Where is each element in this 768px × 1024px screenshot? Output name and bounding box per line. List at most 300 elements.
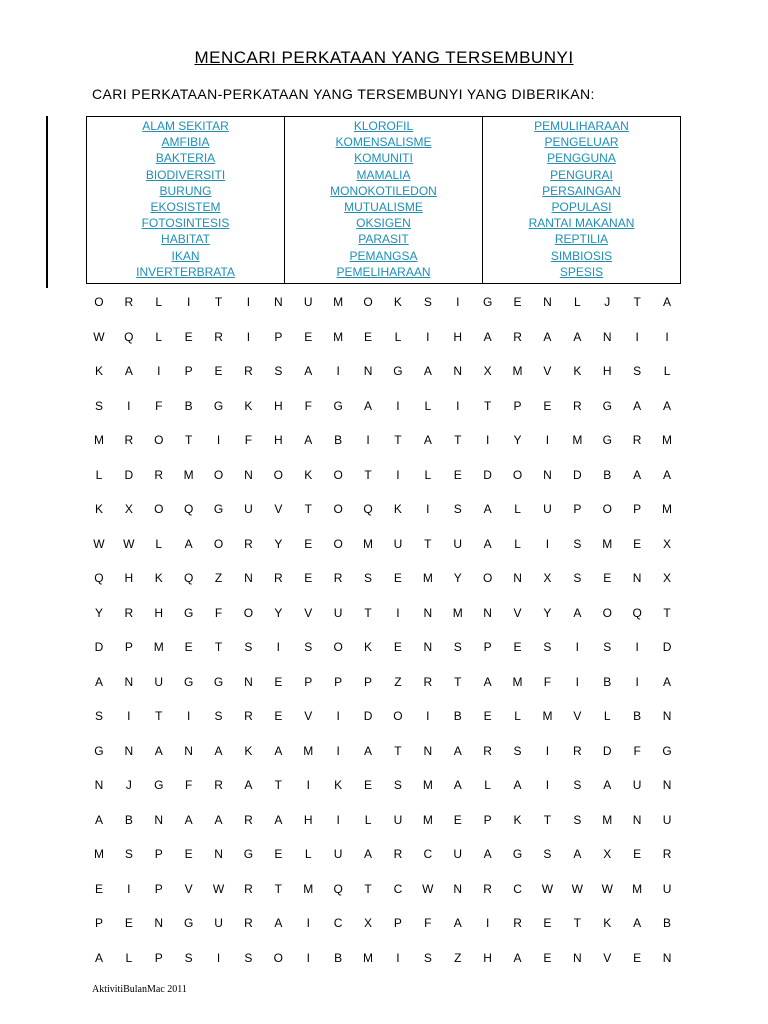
grid-letter: O xyxy=(333,502,343,517)
word-link[interactable]: KOMENSALISME xyxy=(335,135,432,150)
grid-letter: I xyxy=(306,950,310,965)
grid-letter: P xyxy=(513,398,522,413)
grid-letter: P xyxy=(364,674,373,689)
word-link[interactable]: PENGURAI xyxy=(550,167,613,182)
grid-row xyxy=(84,734,682,769)
footer-text: AktivitiBulanMac 2011 xyxy=(92,984,187,995)
grid-letter: G xyxy=(482,295,493,310)
grid-letter: O xyxy=(154,433,164,448)
grid-letter: V xyxy=(184,881,193,896)
grid-letter: N xyxy=(662,950,672,965)
grid-letter: G xyxy=(602,433,612,448)
grid-letter: W xyxy=(571,881,583,896)
grid-letter: N xyxy=(423,605,433,620)
grid-letter: P xyxy=(304,674,313,689)
grid-row xyxy=(84,665,682,700)
grid-letter: A xyxy=(214,743,223,758)
grid-letter: M xyxy=(662,433,673,448)
grid-letter: S xyxy=(603,640,612,655)
grid-letter: F xyxy=(304,398,312,413)
grid-letter: M xyxy=(183,467,194,482)
grid-letter: R xyxy=(214,778,223,793)
grid-letter: K xyxy=(304,467,313,482)
grid-letter: P xyxy=(393,916,402,931)
grid-letter: U xyxy=(662,812,672,827)
grid-letter: M xyxy=(452,605,463,620)
grid-row xyxy=(84,837,682,872)
grid-letter: R xyxy=(274,571,283,586)
word-link[interactable]: OKSIGEN xyxy=(356,216,411,231)
grid-letter: I xyxy=(246,295,251,310)
grid-letter: N xyxy=(602,329,612,344)
grid-letter: U xyxy=(543,502,552,517)
grid-letter: N xyxy=(94,778,104,793)
grid-letter: A xyxy=(184,812,193,827)
grid-letter: E xyxy=(513,295,522,310)
grid-letter: U xyxy=(662,881,672,896)
grid-letter: A xyxy=(573,329,582,344)
grid-letter: V xyxy=(603,950,612,965)
grid-letter: A xyxy=(214,812,223,827)
grid-letter: I xyxy=(426,709,430,724)
word-link[interactable]: BIODIVERSITI xyxy=(145,167,226,182)
grid-letter: P xyxy=(483,812,492,827)
grid-letter: Q xyxy=(183,571,194,586)
grid-letter: B xyxy=(124,812,133,827)
grid-letter: P xyxy=(274,329,283,344)
grid-letter: I xyxy=(186,295,191,310)
grid-letter: M xyxy=(422,812,433,827)
word-link[interactable]: PARASIT xyxy=(358,232,409,247)
grid-letter: N xyxy=(543,467,552,482)
grid-letter: Z xyxy=(214,571,223,586)
grid-letter: T xyxy=(424,536,432,551)
grid-letter: Y xyxy=(274,536,283,551)
grid-letter: E xyxy=(393,640,402,655)
grid-letter: I xyxy=(396,950,400,965)
grid-letter: C xyxy=(513,881,522,896)
grid-row xyxy=(84,768,682,803)
grid-letter: A xyxy=(304,433,313,448)
grid-letter: Q xyxy=(124,329,134,344)
grid-letter: A xyxy=(364,847,373,862)
grid-letter: F xyxy=(543,674,552,689)
grid-letter: P xyxy=(154,881,163,896)
grid-letter: A xyxy=(633,916,642,931)
grid-row xyxy=(84,596,682,631)
grid-letter: O xyxy=(602,502,612,517)
grid-letter: L xyxy=(514,502,521,517)
grid-letter: G xyxy=(154,778,164,793)
grid-row xyxy=(84,906,682,941)
grid-letter: P xyxy=(154,950,163,965)
grid-letter: Y xyxy=(94,605,103,620)
grid-letter: S xyxy=(453,502,462,517)
grid-letter: T xyxy=(394,433,402,448)
word-link[interactable]: PERSAINGAN xyxy=(542,183,621,198)
grid-letter: T xyxy=(274,778,283,793)
grid-letter: O xyxy=(512,467,523,482)
grid-letter: A xyxy=(663,398,672,413)
grid-letter: I xyxy=(396,605,400,620)
grid-letter: S xyxy=(423,295,432,310)
grid-letter: I xyxy=(396,398,400,413)
grid-row xyxy=(84,699,682,734)
grid-letter: M xyxy=(662,502,673,517)
grid-letter: R xyxy=(244,881,253,896)
grid-letter: U xyxy=(453,847,463,862)
grid-letter: T xyxy=(543,812,552,827)
grid-letter: O xyxy=(333,536,343,551)
grid-letter: M xyxy=(303,743,314,758)
grid-letter: H xyxy=(124,571,134,586)
grid-letter: J xyxy=(604,295,611,310)
grid-letter: L xyxy=(424,467,432,482)
grid-letter: A xyxy=(603,778,612,793)
grid-letter: E xyxy=(304,536,313,551)
grid-letter: E xyxy=(184,847,193,862)
grid-letter: I xyxy=(635,640,639,655)
grid-letter: D xyxy=(602,743,612,758)
grid-letter: N xyxy=(423,640,433,655)
grid-letter: T xyxy=(454,674,462,689)
grid-letter: F xyxy=(184,778,193,793)
grid-letter: L xyxy=(304,847,312,862)
grid-letter: P xyxy=(154,847,163,862)
word-link[interactable]: PEMANGSA xyxy=(349,248,418,263)
grid-letter: T xyxy=(184,433,193,448)
grid-letter: R xyxy=(483,881,492,896)
grid-letter: H xyxy=(602,364,612,379)
grid-letter: I xyxy=(216,433,221,448)
grid-letter: O xyxy=(333,467,343,482)
grid-letter: I xyxy=(276,640,281,655)
grid-letter: B xyxy=(603,674,612,689)
grid-letter: F xyxy=(633,743,641,758)
grid-letter: K xyxy=(393,502,402,517)
grid-letter: N xyxy=(453,881,463,896)
grid-letter: U xyxy=(214,916,223,931)
grid-letter: G xyxy=(213,398,224,413)
grid-letter: I xyxy=(485,433,490,448)
grid-letter: L xyxy=(155,536,163,551)
grid-letter: V xyxy=(304,605,313,620)
grid-letter: E xyxy=(304,329,313,344)
grid-letter: P xyxy=(483,640,492,655)
grid-letter: Z xyxy=(454,950,462,965)
grid-letter: A xyxy=(364,743,373,758)
grid-letter: A xyxy=(573,605,582,620)
grid-letter: L xyxy=(364,812,372,827)
word-link[interactable]: HABITAT xyxy=(161,232,210,247)
grid-letter: N xyxy=(513,571,522,586)
grid-letter: N xyxy=(662,709,672,724)
grid-letter: I xyxy=(545,536,550,551)
word-link[interactable]: SPESIS xyxy=(559,264,604,279)
grid-letter: V xyxy=(543,364,552,379)
grid-letter: E xyxy=(633,950,642,965)
grid-letter: M xyxy=(333,329,344,344)
word-link[interactable]: FOTOSINTESIS xyxy=(141,216,230,231)
grid-letter: T xyxy=(633,295,641,310)
word-link[interactable]: MONOKOTILEDON xyxy=(330,183,437,198)
word-link[interactable]: PENGGUNA xyxy=(547,151,616,166)
grid-letter: M xyxy=(572,433,583,448)
grid-letter: M xyxy=(153,640,164,655)
grid-letter: Z xyxy=(394,674,402,689)
grid-letter: O xyxy=(94,295,104,310)
grid-letter: S xyxy=(513,743,522,758)
grid-letter: I xyxy=(336,709,340,724)
grid-letter: U xyxy=(154,674,164,689)
grid-letter: A xyxy=(423,433,432,448)
grid-letter: N xyxy=(543,295,552,310)
word-link[interactable]: PEMELIHARAAN xyxy=(336,264,431,279)
grid-letter: A xyxy=(364,398,373,413)
grid-letter: R xyxy=(333,571,343,586)
grid-letter: E xyxy=(214,364,223,379)
word-list-column-3 xyxy=(483,117,680,283)
grid-letter: D xyxy=(363,709,373,724)
grid-row xyxy=(84,458,682,493)
grid-letter: N xyxy=(244,674,253,689)
grid-letter: I xyxy=(545,433,550,448)
grid-letter: A xyxy=(154,743,163,758)
grid-letter: E xyxy=(513,640,522,655)
grid-letter: L xyxy=(424,398,432,413)
grid-letter: A xyxy=(94,812,103,827)
grid-letter: S xyxy=(244,640,253,655)
grid-row xyxy=(84,803,682,838)
grid-letter: P xyxy=(573,502,582,517)
grid-letter: H xyxy=(453,329,463,344)
grid-letter: E xyxy=(274,709,283,724)
grid-letter: L xyxy=(125,950,133,965)
word-link[interactable]: SIMBIOSIS xyxy=(550,248,613,263)
grid-row xyxy=(84,561,682,596)
grid-row xyxy=(84,285,682,320)
letter-grid xyxy=(84,285,682,975)
grid-letter: X xyxy=(663,536,672,551)
grid-letter: S xyxy=(573,812,582,827)
grid-letter: S xyxy=(543,847,552,862)
word-link[interactable]: EKOSISTEM xyxy=(150,200,221,215)
grid-letter: E xyxy=(274,847,283,862)
word-link[interactable]: INVERTERBRATA xyxy=(136,264,235,279)
grid-letter: N xyxy=(154,916,164,931)
grid-letter: U xyxy=(393,536,403,551)
grid-letter: T xyxy=(304,502,312,517)
grid-letter: P xyxy=(124,640,133,655)
grid-letter: M xyxy=(333,295,344,310)
grid-letter: A xyxy=(543,329,552,344)
grid-letter: F xyxy=(155,398,163,413)
grid-letter: M xyxy=(632,881,643,896)
grid-letter: T xyxy=(364,881,372,896)
grid-letter: R xyxy=(124,605,134,620)
grid-letter: N xyxy=(214,847,223,862)
grid-letter: D xyxy=(483,467,492,482)
grid-letter: S xyxy=(244,950,253,965)
grid-letter: P xyxy=(184,364,193,379)
grid-letter: E xyxy=(124,916,133,931)
grid-letter: I xyxy=(545,778,550,793)
grid-letter: I xyxy=(306,916,310,931)
grid-letter: X xyxy=(663,571,672,586)
grid-letter: S xyxy=(94,709,103,724)
grid-letter: I xyxy=(456,295,460,310)
grid-letter: M xyxy=(93,433,104,448)
word-link[interactable]: ALAM SEKITAR xyxy=(142,119,229,133)
grid-letter: A xyxy=(423,364,432,379)
word-link[interactable]: KLOROFIL xyxy=(353,119,414,133)
grid-letter: E xyxy=(603,571,612,586)
grid-letter: T xyxy=(364,467,372,482)
word-link[interactable]: PEMULIHARAAN xyxy=(534,119,629,133)
grid-letter: I xyxy=(336,812,340,827)
grid-letter: K xyxy=(244,743,253,758)
grid-letter: I xyxy=(485,916,490,931)
grid-letter: K xyxy=(573,364,582,379)
grid-letter: A xyxy=(94,674,103,689)
grid-letter: A xyxy=(483,674,492,689)
grid-letter: K xyxy=(393,295,402,310)
grid-letter: B xyxy=(334,433,343,448)
grid-letter: I xyxy=(157,364,161,379)
grid-letter: P xyxy=(334,674,343,689)
grid-letter: I xyxy=(127,709,131,724)
grid-letter: D xyxy=(662,640,672,655)
instruction-text: CARI PERKATAAN-PERKATAAN YANG TERSEMBUNYI YANG DIBERIKAN: xyxy=(92,86,595,102)
grid-letter: X xyxy=(124,502,133,517)
grid-letter: I xyxy=(575,640,580,655)
grid-letter: O xyxy=(243,605,254,620)
grid-letter: F xyxy=(244,433,253,448)
grid-letter: E xyxy=(543,950,552,965)
grid-letter: W xyxy=(93,536,105,551)
grid-letter: M xyxy=(93,847,104,862)
grid-letter: D xyxy=(124,467,134,482)
grid-letter: R xyxy=(483,743,492,758)
word-link[interactable]: MUTUALISME xyxy=(344,200,423,215)
word-link[interactable]: RANTAI MAKANAN xyxy=(528,216,635,231)
grid-letter: H xyxy=(483,950,492,965)
grid-row xyxy=(84,872,682,907)
grid-letter: E xyxy=(94,881,103,896)
grid-letter: N xyxy=(573,950,582,965)
word-link[interactable]: REPTILIA xyxy=(554,232,609,247)
grid-letter: T xyxy=(573,916,582,931)
grid-letter: V xyxy=(274,502,283,517)
grid-letter: L xyxy=(514,536,521,551)
grid-letter: W xyxy=(541,881,554,896)
grid-letter: A xyxy=(663,674,672,689)
grid-letter: Q xyxy=(183,502,194,517)
grid-letter: I xyxy=(396,467,400,482)
grid-letter: A xyxy=(663,467,672,482)
grid-letter: O xyxy=(363,295,373,310)
grid-letter: E xyxy=(453,467,462,482)
word-list-column-1 xyxy=(87,117,285,283)
grid-letter: Q xyxy=(94,571,104,586)
grid-letter: L xyxy=(574,295,581,310)
grid-letter: L xyxy=(155,329,163,344)
word-link[interactable]: BURUNG xyxy=(159,183,212,198)
grid-letter: H xyxy=(154,605,164,620)
grid-letter: U xyxy=(632,778,642,793)
grid-letter: G xyxy=(333,398,343,413)
grid-letter: R xyxy=(244,709,253,724)
grid-letter: N xyxy=(154,812,164,827)
grid-letter: I xyxy=(186,709,191,724)
word-link[interactable]: MAMALIA xyxy=(356,167,411,182)
grid-letter: S xyxy=(94,398,103,413)
word-link[interactable]: PENGELUAR xyxy=(544,135,619,150)
grid-letter: B xyxy=(184,398,193,413)
grid-letter: U xyxy=(333,847,343,862)
grid-letter: G xyxy=(243,847,254,862)
grid-row xyxy=(84,354,682,389)
grid-letter: L xyxy=(484,778,491,793)
grid-letter: V xyxy=(304,709,313,724)
word-link[interactable]: BAKTERIA xyxy=(155,151,216,166)
grid-letter: D xyxy=(94,640,104,655)
grid-letter: R xyxy=(423,674,433,689)
grid-letter: I xyxy=(127,398,131,413)
grid-letter: U xyxy=(453,536,463,551)
grid-letter: F xyxy=(214,605,223,620)
grid-letter: T xyxy=(274,881,283,896)
grid-letter: X xyxy=(603,847,612,862)
grid-letter: T xyxy=(394,743,402,758)
grid-letter: S xyxy=(423,950,432,965)
grid-letter: T xyxy=(483,398,492,413)
grid-letter: O xyxy=(482,571,493,586)
grid-letter: S xyxy=(214,709,223,724)
grid-letter: G xyxy=(94,743,104,758)
word-list-box xyxy=(86,116,681,284)
grid-letter: M xyxy=(363,950,374,965)
word-link[interactable]: IKAN xyxy=(171,248,200,263)
grid-letter: Y xyxy=(513,433,522,448)
grid-letter: K xyxy=(364,640,373,655)
grid-letter: S xyxy=(453,640,462,655)
grid-letter: S xyxy=(633,364,642,379)
grid-letter: A xyxy=(513,778,522,793)
grid-letter: L xyxy=(155,295,163,310)
grid-letter: A xyxy=(453,743,462,758)
grid-row xyxy=(84,423,682,458)
word-link[interactable]: POPULASI xyxy=(551,200,612,215)
grid-letter: M xyxy=(602,536,613,551)
grid-letter: O xyxy=(393,709,403,724)
grid-letter: X xyxy=(483,364,492,379)
grid-letter: R xyxy=(632,433,642,448)
grid-letter: U xyxy=(333,605,343,620)
grid-letter: D xyxy=(573,467,582,482)
grid-letter: A xyxy=(513,950,522,965)
grid-letter: B xyxy=(334,950,343,965)
word-link[interactable]: AMFIBIA xyxy=(161,135,210,150)
grid-letter: I xyxy=(127,881,131,896)
margin-line xyxy=(46,116,48,288)
grid-letter: E xyxy=(184,329,193,344)
grid-letter: A xyxy=(124,364,133,379)
grid-letter: G xyxy=(512,847,523,862)
grid-letter: R xyxy=(662,847,672,862)
word-link[interactable]: KOMUNITI xyxy=(354,151,413,166)
grid-letter: Y xyxy=(274,605,283,620)
